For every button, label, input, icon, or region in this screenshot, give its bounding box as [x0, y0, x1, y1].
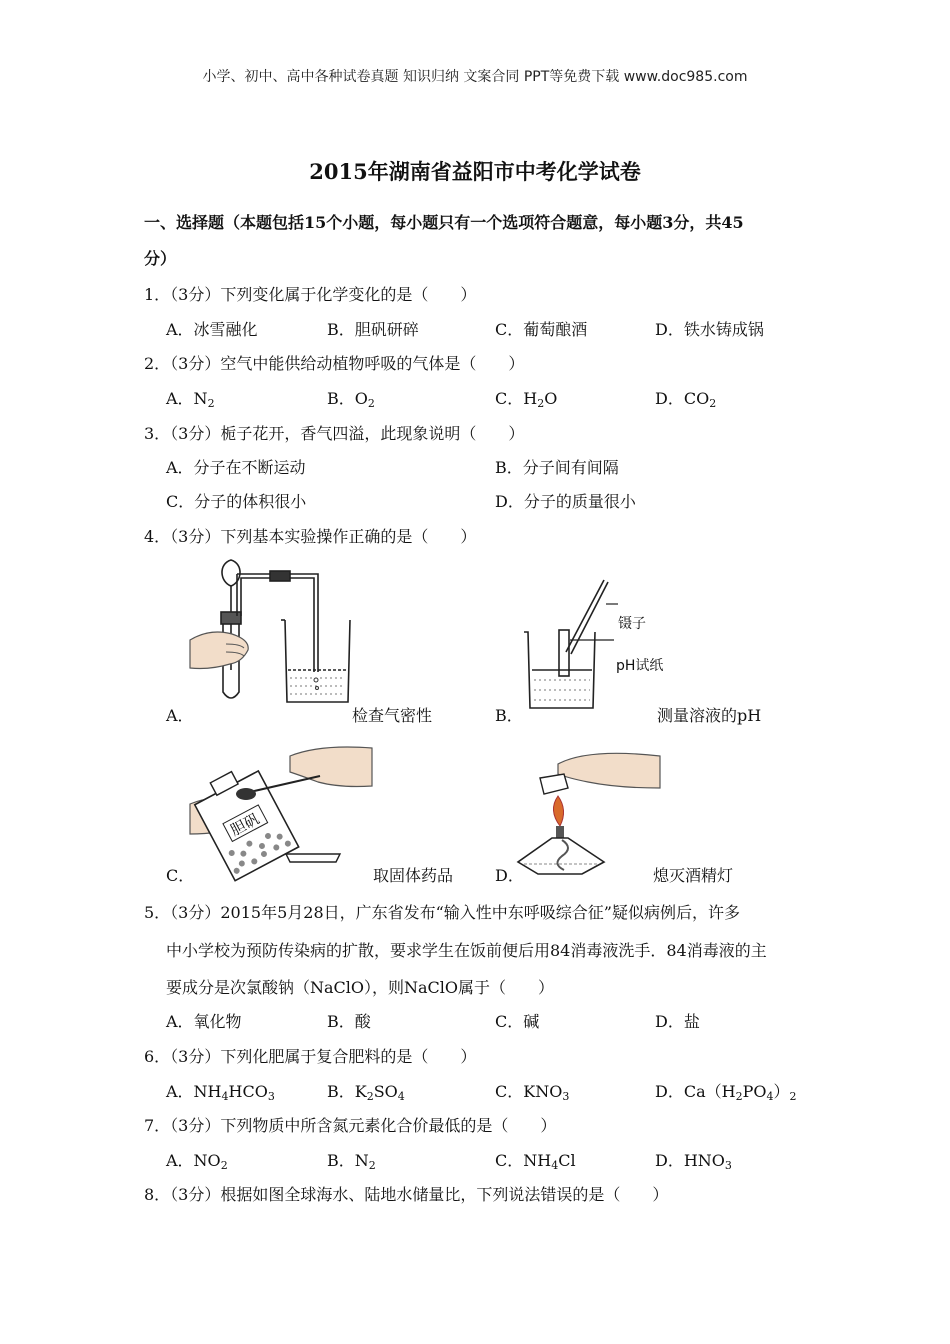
question-6-option-c: C．$KNO_3$ [495, 1082, 570, 1103]
question-5-option-b: B．酸 [327, 1012, 371, 1031]
question-7-option-b: B．$N_2$ [327, 1151, 376, 1172]
question-7-stem: 7．（3分）下列物质中所含氮元素化合价最低的是（ ） [144, 1116, 557, 1135]
question-8-stem: 8．（3分）根据如图全球海水、陆地水储量比，下列说法错误的是（ ） [144, 1185, 669, 1204]
question-2-option-b: B．$O_2$ [327, 389, 375, 410]
question-6-option-b: B．$K_2SO_4$ [327, 1082, 405, 1103]
question-1-stem: 1．（3分）下列变化属于化学变化的是（ ） [144, 285, 477, 304]
question-4-option-c-letter: C． [166, 866, 195, 885]
question-4-option-b-caption: 测量溶液的pH [657, 706, 762, 725]
label-bottle: 胆矾 [227, 809, 263, 840]
figure-extinguish-lamp [518, 748, 660, 876]
question-1-option-a: A．冰雪融化 [166, 320, 258, 339]
figure-measure-ph [518, 570, 664, 710]
question-4-option-d-letter: D． [495, 866, 524, 885]
figure-take-solid-reagent [190, 742, 372, 870]
figure-airtightness-check [190, 552, 355, 712]
question-4-option-c-caption: 取固体药品 [373, 866, 454, 885]
question-3-option-a: A．分子在不断运动 [166, 458, 306, 477]
question-7-option-a: A．$NO_2$ [166, 1151, 228, 1172]
question-2-stem: 2．（3分）空气中能供给动植物呼吸的气体是（ ） [144, 354, 525, 373]
question-1-option-c: C．葡萄酿酒 [495, 320, 588, 339]
question-6-option-a: A．$NH_4HCO_3$ [166, 1082, 275, 1103]
question-5-line3: 要成分是次氯酸钠（NaClO），则NaClO属于（ ） [166, 978, 555, 997]
question-5-line1: 5．（3分）2015年5月28日，广东省发布“输入性中东呼吸综合征”疑似病例后，许多 [144, 903, 740, 922]
question-2-option-d: D．$CO_2$ [655, 389, 717, 410]
question-5-option-d: D．盐 [655, 1012, 700, 1031]
question-4-option-a-caption: 检查气密性 [352, 706, 433, 725]
question-3-option-d: D．分子的质量很小 [495, 492, 636, 511]
question-5-option-c: C．碱 [495, 1012, 540, 1031]
question-6-stem: 6．（3分）下列化肥属于复合肥料的是（ ） [144, 1047, 477, 1066]
label-tweezers: 镊子 [618, 616, 646, 632]
question-7-option-c: C．$NH_4Cl$ [495, 1151, 576, 1172]
question-2-option-a: A．$N_2$ [166, 389, 215, 410]
question-7-option-d: D．$HNO_3$ [655, 1151, 732, 1172]
page-header: 小学、初中、高中各种试卷真题 知识归纳 文案合同 PPT等免费下载 www.doc985.com [202, 69, 748, 85]
question-6-option-d: D．$Ca(H_2PO_4)_2$ [655, 1082, 797, 1103]
question-3-stem: 3．（3分）栀子花开，香气四溢，此现象说明（ ） [144, 424, 525, 443]
question-2-option-c: C．$H_2O$ [495, 389, 558, 410]
question-4-option-b-letter: B． [495, 706, 523, 725]
question-4-stem: 4．（3分）下列基本实验操作正确的是（ ） [144, 527, 477, 546]
question-3-option-c: C．分子的体积很小 [166, 492, 307, 511]
question-4-option-d-caption: 熄灭酒精灯 [653, 866, 734, 885]
section-heading [144, 205, 824, 277]
question-4-option-a-letter: A． [166, 706, 194, 725]
label-ph-paper: pH试纸 [616, 658, 664, 674]
question-1-option-b: B．胆矾研碎 [327, 320, 419, 339]
question-5-option-a: A．氧化物 [166, 1012, 242, 1031]
question-5-line2: 中小学校为预防传染病的扩散，要求学生在饭前便后用84消毒液洗手．84消毒液的主 [166, 941, 767, 960]
section-heading-line2: 分） [144, 249, 177, 268]
question-1-option-d: D．铁水铸成锅 [655, 320, 764, 339]
page-title: 2015年湖南省益阳市中考化学试卷 [309, 159, 641, 184]
section-heading-line1: 一、选择题（本题包括15个小题，每小题只有一个选项符合题意，每小题3分，共45 [144, 213, 744, 232]
question-3-option-b: B．分子间有间隔 [495, 458, 619, 477]
